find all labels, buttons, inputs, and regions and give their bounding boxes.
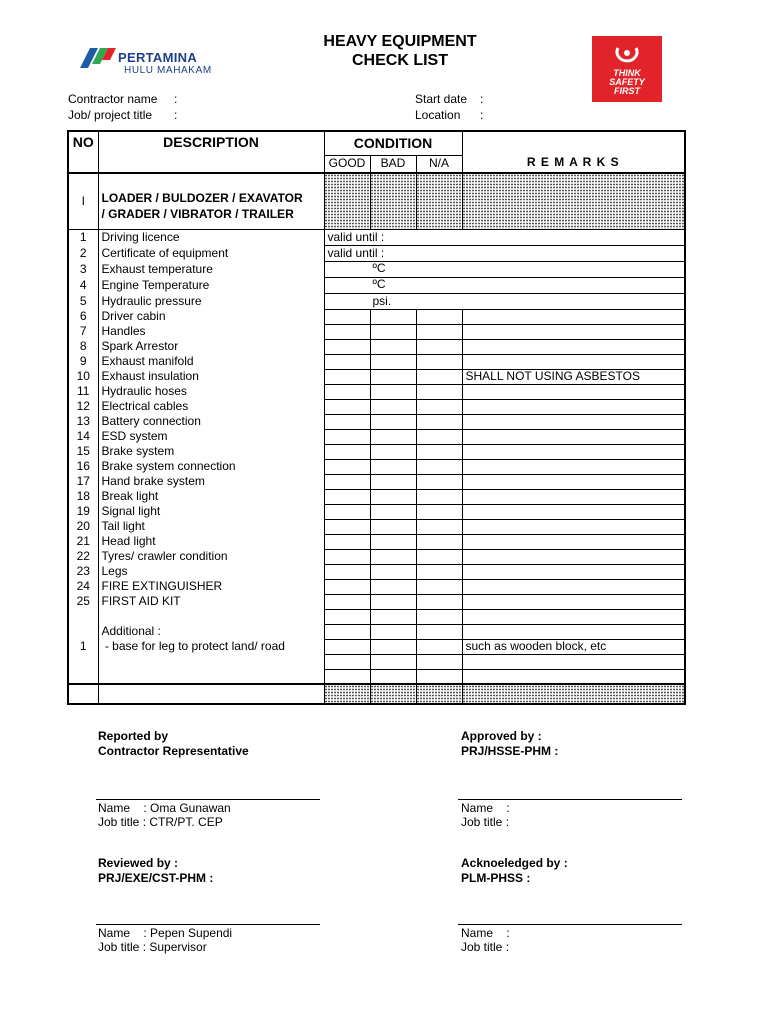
item-no: 2 xyxy=(68,245,98,261)
good-cell[interactable] xyxy=(324,579,370,594)
remarks-cell[interactable] xyxy=(462,489,685,504)
good-cell[interactable] xyxy=(324,549,370,564)
item-no: 16 xyxy=(68,459,98,474)
good-cell[interactable] xyxy=(324,444,370,459)
good-cell[interactable] xyxy=(324,324,370,339)
good-cell[interactable] xyxy=(324,519,370,534)
reported-signature-line xyxy=(96,799,320,800)
na-cell[interactable] xyxy=(416,489,462,504)
reviewed-job: Job title : Supervisor xyxy=(98,940,207,954)
na-cell[interactable] xyxy=(416,444,462,459)
start-date-label: Start date xyxy=(415,92,468,106)
acknowledged-name: Name : xyxy=(461,926,510,940)
approved-by-text: Approved by : xyxy=(461,729,542,743)
item-description: ESD system xyxy=(98,429,324,444)
remarks-cell[interactable] xyxy=(462,459,685,474)
project-label: Job/ project title xyxy=(68,108,153,122)
item-no xyxy=(68,669,98,684)
na-cell[interactable] xyxy=(416,564,462,579)
good-cell[interactable] xyxy=(324,384,370,399)
item-no: 25 xyxy=(68,594,98,609)
item-no xyxy=(68,654,98,669)
project-colon: : xyxy=(174,108,178,122)
item-no: 9 xyxy=(68,354,98,369)
bad-cell[interactable] xyxy=(370,399,416,414)
good-cell[interactable] xyxy=(324,459,370,474)
item-no: 7 xyxy=(68,324,98,339)
na-cell[interactable] xyxy=(416,369,462,384)
table-footer-row xyxy=(68,684,685,704)
good-cell[interactable] xyxy=(324,429,370,444)
item-description: Electrical cables xyxy=(98,399,324,414)
table-row xyxy=(68,579,685,594)
remarks-cell[interactable] xyxy=(462,414,685,429)
footer-na-cell xyxy=(416,684,462,704)
item-no: 15 xyxy=(68,444,98,459)
acknowledged-signature-line xyxy=(458,924,682,925)
na-cell[interactable] xyxy=(416,579,462,594)
na-cell[interactable] xyxy=(416,624,462,639)
item-no xyxy=(68,624,98,639)
approved-signature-line xyxy=(458,799,682,800)
na-cell[interactable] xyxy=(416,504,462,519)
reported-job: Job title : CTR/PT. CEP xyxy=(98,815,223,829)
footer-no-cell xyxy=(68,684,98,704)
bad-cell[interactable] xyxy=(370,534,416,549)
table-row xyxy=(68,245,685,261)
remarks-cell[interactable] xyxy=(462,504,685,519)
reported-by-text: Reported by xyxy=(98,729,169,743)
safety-badge-icon xyxy=(614,42,640,64)
good-cell[interactable] xyxy=(324,639,370,654)
table-row xyxy=(68,429,685,444)
logo-brand: PERTAMINA xyxy=(118,50,198,65)
badge-line-3: FIRST xyxy=(614,86,640,96)
item-description xyxy=(98,669,324,684)
contractor-colon: : xyxy=(174,92,178,106)
pertamina-logo-icon xyxy=(78,42,118,72)
item-no: 23 xyxy=(68,564,98,579)
bad-cell[interactable] xyxy=(370,609,416,624)
good-cell[interactable] xyxy=(324,534,370,549)
bad-cell[interactable] xyxy=(370,489,416,504)
table-row xyxy=(68,261,685,277)
bad-cell[interactable] xyxy=(370,384,416,399)
item-no: 1 xyxy=(68,639,98,654)
reviewed-name: Name : Pepen Supendi xyxy=(98,926,233,940)
reported-by-label xyxy=(98,729,249,759)
na-cell[interactable] xyxy=(416,519,462,534)
reviewed-signature-line xyxy=(96,924,320,925)
item-no: 13 xyxy=(68,414,98,429)
badge-line-2: SAFETY xyxy=(609,77,645,87)
approved-name: Name : xyxy=(461,801,510,815)
badge-line-1: THINK xyxy=(613,68,641,78)
bad-cell[interactable] xyxy=(370,459,416,474)
remarks-cell[interactable] xyxy=(462,324,685,339)
remarks-cell[interactable] xyxy=(462,549,685,564)
footer-desc-cell xyxy=(98,684,324,704)
bad-cell[interactable] xyxy=(370,369,416,384)
contractor-label: Contractor name xyxy=(68,92,158,106)
table-row xyxy=(68,504,685,519)
title-line-2: CHECK LIST xyxy=(352,52,448,69)
na-cell[interactable] xyxy=(416,384,462,399)
item-description: Legs xyxy=(98,564,324,579)
bad-cell[interactable] xyxy=(370,444,416,459)
remarks-cell[interactable] xyxy=(462,429,685,444)
table-row xyxy=(68,489,685,504)
table-row xyxy=(68,564,685,579)
item-description: Engine Temperature xyxy=(98,277,324,293)
section-title-line-2: / GRADER / VIBRATOR / TRAILER xyxy=(101,207,294,222)
remarks-cell[interactable] xyxy=(462,444,685,459)
table-row xyxy=(68,624,685,639)
remarks-cell[interactable] xyxy=(462,594,685,609)
item-description: Hydraulic pressure xyxy=(98,293,324,309)
pertamina-logo xyxy=(78,42,228,78)
bad-cell[interactable] xyxy=(370,519,416,534)
header-good: GOOD xyxy=(324,155,370,173)
remarks-cell[interactable]: such as wooden block, etc xyxy=(462,639,685,654)
bad-cell[interactable] xyxy=(370,669,416,684)
item-description: Signal light xyxy=(98,504,324,519)
good-cell[interactable] xyxy=(324,669,370,684)
table-row xyxy=(68,519,685,534)
item-description: Additional : xyxy=(98,624,324,639)
item-no: 18 xyxy=(68,489,98,504)
remarks-cell[interactable] xyxy=(462,339,685,354)
remarks-cell[interactable] xyxy=(462,624,685,639)
ack-dept-text: PLM-PHSS : xyxy=(461,871,531,885)
item-condition-value[interactable]: psi. xyxy=(324,293,685,309)
good-cell[interactable] xyxy=(324,654,370,669)
bad-cell[interactable] xyxy=(370,414,416,429)
item-description: Hand brake system xyxy=(98,474,324,489)
bad-cell[interactable] xyxy=(370,549,416,564)
table-row xyxy=(68,229,685,245)
title-line-1: HEAVY EQUIPMENT xyxy=(323,33,477,50)
item-no: 3 xyxy=(68,261,98,277)
section-bad-cell xyxy=(370,173,416,229)
bad-cell[interactable] xyxy=(370,339,416,354)
na-cell[interactable] xyxy=(416,669,462,684)
item-no: 4 xyxy=(68,277,98,293)
bad-cell[interactable] xyxy=(370,309,416,324)
bad-cell[interactable] xyxy=(370,579,416,594)
item-description: Brake system xyxy=(98,444,324,459)
item-no: 12 xyxy=(68,399,98,414)
bad-cell[interactable] xyxy=(370,354,416,369)
good-cell[interactable] xyxy=(324,309,370,324)
table-row xyxy=(68,384,685,399)
table-row xyxy=(68,474,685,489)
item-description: Battery connection xyxy=(98,414,324,429)
remarks-cell[interactable] xyxy=(462,309,685,324)
remarks-cell[interactable] xyxy=(462,669,685,684)
table-row xyxy=(68,609,685,624)
footer-good-cell xyxy=(324,684,370,704)
bad-cell[interactable] xyxy=(370,654,416,669)
table-row xyxy=(68,639,685,654)
item-description: Break light xyxy=(98,489,324,504)
item-description: Tyres/ crawler condition xyxy=(98,549,324,564)
reviewed-by-label xyxy=(98,856,213,886)
remarks-cell[interactable] xyxy=(462,354,685,369)
approved-by-label xyxy=(461,729,558,759)
bad-cell[interactable] xyxy=(370,594,416,609)
section-title-line-1: LOADER / BULDOZER / EXAVATOR xyxy=(101,191,303,206)
na-cell[interactable] xyxy=(416,549,462,564)
remarks-cell[interactable] xyxy=(462,579,685,594)
section-good-cell xyxy=(324,173,370,229)
page-title xyxy=(230,32,570,70)
na-cell[interactable] xyxy=(416,399,462,414)
na-cell[interactable] xyxy=(416,639,462,654)
remarks-cell[interactable] xyxy=(462,519,685,534)
remarks-cell[interactable] xyxy=(462,474,685,489)
acknowledged-job: Job title : xyxy=(461,940,510,954)
item-condition-value[interactable]: valid until : xyxy=(324,245,685,261)
item-description: Certificate of equipment xyxy=(98,245,324,261)
table-row xyxy=(68,277,685,293)
remarks-cell[interactable] xyxy=(462,384,685,399)
header-no: NO xyxy=(68,131,98,173)
item-description: Handles xyxy=(98,324,324,339)
item-no: 11 xyxy=(68,384,98,399)
item-description: - base for leg to protect land/ road xyxy=(98,639,324,654)
contractor-rep-text: Contractor Representative xyxy=(98,744,249,758)
table-row xyxy=(68,549,685,564)
table-row xyxy=(68,354,685,369)
reviewed-by-text: Reviewed by : xyxy=(98,856,179,870)
table-row xyxy=(68,369,685,384)
good-cell[interactable] xyxy=(324,624,370,639)
header-description: DESCRIPTION xyxy=(98,131,324,173)
na-cell[interactable] xyxy=(416,594,462,609)
table-row xyxy=(68,459,685,474)
start-date-colon: : xyxy=(480,92,484,106)
good-cell[interactable] xyxy=(324,369,370,384)
item-condition-value[interactable]: ºC xyxy=(324,261,685,277)
item-no: 14 xyxy=(68,429,98,444)
table-row xyxy=(68,654,685,669)
item-no: 8 xyxy=(68,339,98,354)
table-row xyxy=(68,399,685,414)
item-no: 19 xyxy=(68,504,98,519)
item-condition-value[interactable]: ºC xyxy=(324,277,685,293)
good-cell[interactable] xyxy=(324,339,370,354)
item-condition-value[interactable]: valid until : xyxy=(324,229,685,245)
header-bad: BAD xyxy=(370,155,416,173)
good-cell[interactable] xyxy=(324,564,370,579)
logo-sub: HULU MAHAKAM xyxy=(124,65,212,76)
table-row xyxy=(68,309,685,324)
approved-dept-text: PRJ/HSSE-PHM : xyxy=(461,744,559,758)
item-description: Driver cabin xyxy=(98,309,324,324)
remarks-cell[interactable] xyxy=(462,399,685,414)
good-cell[interactable] xyxy=(324,489,370,504)
na-cell[interactable] xyxy=(416,609,462,624)
good-cell[interactable] xyxy=(324,504,370,519)
header-remarks: R E M A R K S xyxy=(462,131,685,173)
item-description: Exhaust insulation xyxy=(98,369,324,384)
item-description: Hydraulic hoses xyxy=(98,384,324,399)
remarks-cell[interactable] xyxy=(462,609,685,624)
na-cell[interactable] xyxy=(416,474,462,489)
bad-cell[interactable] xyxy=(370,429,416,444)
item-description: Spark Arrestor xyxy=(98,339,324,354)
table-row xyxy=(68,669,685,684)
item-description xyxy=(98,609,324,624)
bad-cell[interactable] xyxy=(370,504,416,519)
remarks-cell[interactable] xyxy=(462,564,685,579)
na-cell[interactable] xyxy=(416,354,462,369)
remarks-cell[interactable] xyxy=(462,534,685,549)
table-row xyxy=(68,444,685,459)
location-colon: : xyxy=(480,108,484,122)
na-cell[interactable] xyxy=(416,324,462,339)
item-description xyxy=(98,654,324,669)
good-cell[interactable] xyxy=(324,354,370,369)
remarks-cell[interactable] xyxy=(462,654,685,669)
item-no: 21 xyxy=(68,534,98,549)
table-row xyxy=(68,324,685,339)
acknowledged-by-label xyxy=(461,856,568,886)
section-title xyxy=(98,173,324,229)
bad-cell[interactable] xyxy=(370,624,416,639)
section-na-cell xyxy=(416,173,462,229)
item-no: 5 xyxy=(68,293,98,309)
header-condition: CONDITION xyxy=(324,131,462,155)
na-cell[interactable] xyxy=(416,339,462,354)
item-no: 22 xyxy=(68,549,98,564)
table-row xyxy=(68,534,685,549)
approved-job: Job title : xyxy=(461,815,510,829)
remarks-cell[interactable]: SHALL NOT USING ASBESTOS xyxy=(462,369,685,384)
na-cell[interactable] xyxy=(416,534,462,549)
item-description: Brake system connection xyxy=(98,459,324,474)
good-cell[interactable] xyxy=(324,474,370,489)
na-cell[interactable] xyxy=(416,654,462,669)
item-description: FIRE EXTINGUISHER xyxy=(98,579,324,594)
item-description: FIRST AID KIT xyxy=(98,594,324,609)
item-description: Exhaust temperature xyxy=(98,261,324,277)
item-no xyxy=(68,609,98,624)
item-description: Head light xyxy=(98,534,324,549)
good-cell[interactable] xyxy=(324,609,370,624)
item-no: 24 xyxy=(68,579,98,594)
table-row xyxy=(68,293,685,309)
item-no: 17 xyxy=(68,474,98,489)
na-cell[interactable] xyxy=(416,309,462,324)
table-row xyxy=(68,414,685,429)
section-remarks-cell xyxy=(462,173,685,229)
reported-name: Name : Oma Gunawan xyxy=(98,801,231,815)
bad-cell[interactable] xyxy=(370,324,416,339)
good-cell[interactable] xyxy=(324,414,370,429)
safety-badge xyxy=(592,36,662,102)
item-description: Tail light xyxy=(98,519,324,534)
item-no: 6 xyxy=(68,309,98,324)
item-description: Driving licence xyxy=(98,229,324,245)
good-cell[interactable] xyxy=(324,399,370,414)
item-description: Exhaust manifold xyxy=(98,354,324,369)
good-cell[interactable] xyxy=(324,594,370,609)
section-no: I xyxy=(68,173,98,229)
na-cell[interactable] xyxy=(416,414,462,429)
bad-cell[interactable] xyxy=(370,639,416,654)
footer-bad-cell xyxy=(370,684,416,704)
ack-by-text: Acknoeledged by : xyxy=(461,856,568,870)
bad-cell[interactable] xyxy=(370,474,416,489)
item-no: 10 xyxy=(68,369,98,384)
location-label: Location xyxy=(415,108,461,122)
table-row xyxy=(68,594,685,609)
na-cell[interactable] xyxy=(416,429,462,444)
bad-cell[interactable] xyxy=(370,564,416,579)
na-cell[interactable] xyxy=(416,459,462,474)
checklist-table xyxy=(67,130,686,705)
item-no: 20 xyxy=(68,519,98,534)
header-na: N/A xyxy=(416,155,462,173)
item-no: 1 xyxy=(68,229,98,245)
reviewed-dept-text: PRJ/EXE/CST-PHM : xyxy=(98,871,214,885)
footer-remarks-cell xyxy=(462,684,685,704)
table-row xyxy=(68,339,685,354)
